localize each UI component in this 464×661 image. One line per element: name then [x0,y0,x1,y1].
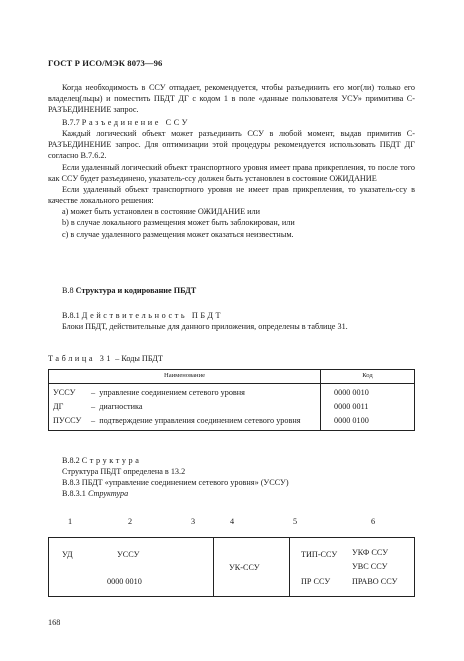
row-abbr: ПУССУ [53,416,82,425]
cell-ud: УД [62,550,73,559]
table31-caption-text: – Коды ПБДТ [115,354,163,363]
table31-header-code: Код [362,372,373,379]
cell-divider [213,538,214,596]
cell-pr-ssu: ПР ССУ [301,577,331,586]
column-number: 3 [190,517,196,526]
section-b831-number: B.8.3.1 [62,489,86,499]
row-desc: – диагностика [91,402,143,411]
section-b82 [48,455,415,500]
intro-text: Когда необходимость в ССУ отпадает, рекомендуется, чтобы разъединить его мог(ли) только его владелец(льцы) и поместить ПБДТ ДГ с кодом 1 в поле «данные пользователя УСУ» примитива С-РАЗЪЕДИНЕНИЕ запрос. [48,83,415,115]
section-b82-heading [48,455,415,466]
section-b82-text: Структура ПБДТ определена в 13.2 [62,467,186,477]
section-b77-number: B.7.7 [62,118,80,127]
section-b81-text: Блоки ПБДТ, действительные для данного приложения, определены в таблице 31. [62,322,348,332]
section-b77-list [48,206,415,239]
section-b8-heading [48,285,415,296]
row-abbr: ДГ [53,402,64,411]
list-item: b) в случае локального размещения может быть заблокирован, или [62,218,295,228]
section-b82-title: Структура [81,456,142,465]
page-number: 168 [48,618,61,627]
section-b831-heading [48,488,415,499]
table31-header-name: Наименование [163,372,206,379]
column-number: 4 [229,517,235,526]
table-row [49,387,414,400]
row-abbr: УССУ [53,388,76,397]
column-number: 6 [370,517,376,526]
intro-paragraph [48,82,415,115]
row-desc: – подтверждение управления соединением сетевого уровня [91,416,301,425]
row-code: 0000 0100 [334,416,369,425]
document-header: ГОСТ Р ИСО/МЭК 8073—96 [48,58,163,68]
row-code: 0000 0011 [334,402,369,411]
section-b77-p1: Каждый логический объект может разъединить ССУ в любой момент, выдав примитив С-РАЗЪЕДИНЕНИЕ запрос. Для оптимизации этой процедуры рекомендуется использовать ПБДТ ДГ согласно В.7.6.2. [48,129,415,161]
section-b83-text: ПБДТ «управление соединением сетевого уровня» (УССУ) [81,478,289,488]
cell-divider [289,538,290,596]
section-b82-number: B.8.2 [62,456,80,465]
column-number: 5 [292,517,298,526]
list-item: a) может быть установлен в состояние ОЖИДАНИЕ или [62,207,261,217]
section-b81 [48,310,415,332]
section-b81-heading [48,310,415,321]
table-row [49,415,414,428]
section-b77-title: Разъединение ССУ [81,118,191,127]
column-number: 2 [127,517,133,526]
row-desc: – управление соединением сетевого уровня [91,388,245,397]
table31-caption-label: Таблица 31 [48,354,114,363]
table31-caption [48,353,163,364]
cell-ukf-ssu: УКФ ССУ [352,548,389,557]
section-b77-heading [48,117,415,128]
cell-ussu-code: 0000 0010 [107,577,142,586]
cell-uvs-ssu: УВС ССУ [352,562,388,571]
section-b83 [48,477,415,488]
cell-uk-ssu: УК-ССУ [229,563,260,572]
column-number: 1 [67,517,73,526]
cell-pravo-ssu: ПРАВО ССУ [352,577,398,586]
row-code: 0000 0010 [334,388,369,397]
cell-ussu: УССУ [117,550,140,559]
section-b77 [48,117,415,240]
cell-tip-ssu: ТИП-ССУ [301,550,338,559]
list-item: c) в случае удаленного размещения может оказаться неизвестным. [62,229,294,239]
section-b81-number: B.8.1 [62,311,80,320]
table-row [49,401,414,414]
section-b83-number: B.8.3 [62,478,80,488]
section-b77-p2: Если удаленный логический объект транспортного уровня имеет права прикрепления, то после того как ССУ будет разъединено, указатель-ссу должен быть установлен в состояние ОЖИДАНИЕ [48,162,415,183]
table31 [48,369,415,431]
section-b831-title: Структура [87,489,129,499]
section-b77-p3: Если удаленный объект транспортного уровня не имеет прав прикрепления, то указатель-ссу в качестве локального решения: [48,184,415,206]
section-b8-title: Структура и кодирование ПБДТ [75,286,197,295]
section-b81-title: Действительность ПБДТ [81,311,224,320]
section-b8-number: B.8 [62,286,74,295]
structure-diagram [48,537,415,597]
